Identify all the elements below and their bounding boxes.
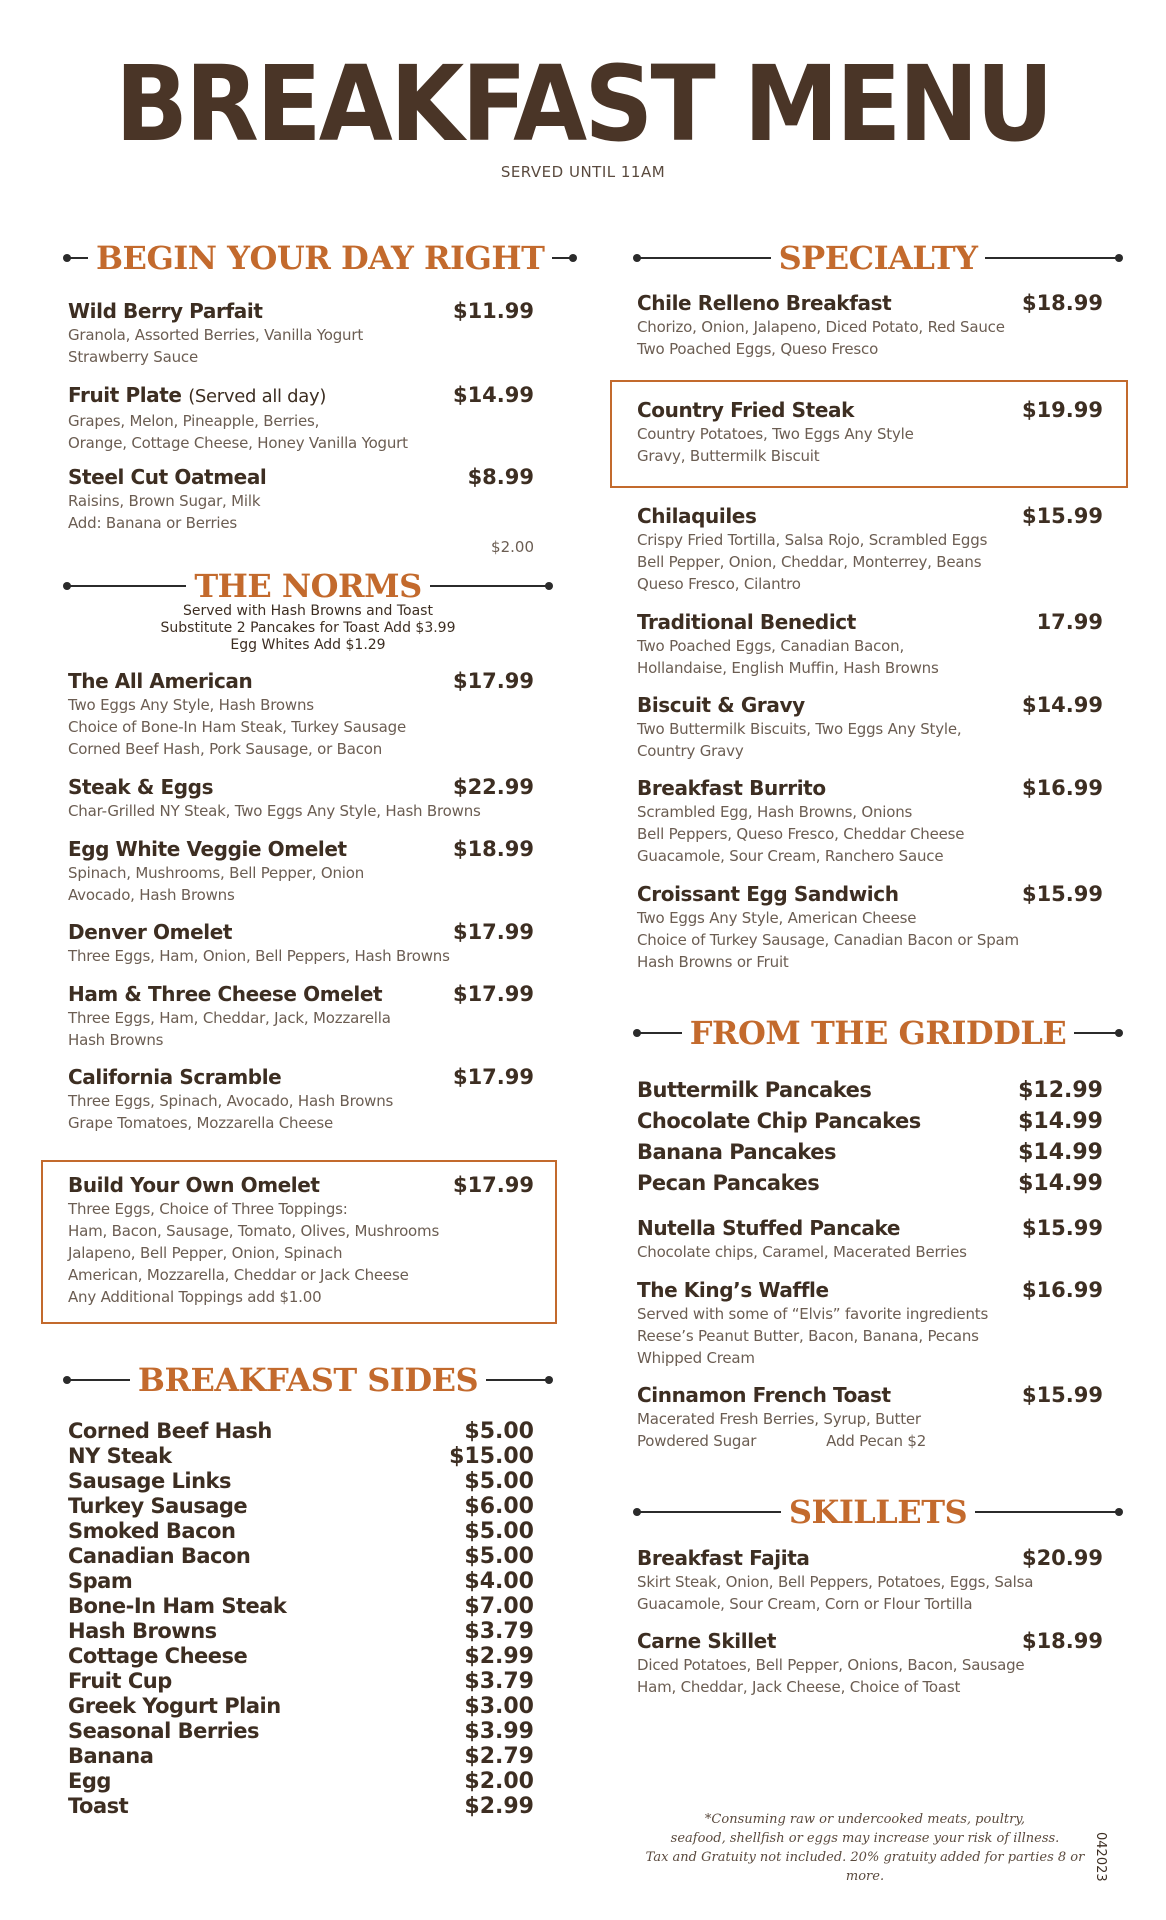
side-name: Cottage Cheese [68,1644,248,1668]
item-desc: Ham, Bacon, Sausage, Tomato, Olives, Mushrooms [68,1222,440,1240]
side-price: $5.00 [464,1419,534,1444]
side-price: $15.00 [449,1444,534,1469]
side-row [68,1594,534,1619]
pancake-name: Chocolate Chip Pancakes [637,1109,921,1133]
side-name: Corned Beef Hash [68,1419,272,1443]
item-price: $14.99 [1021,693,1103,717]
side-price: $6.00 [464,1494,534,1519]
side-name: Toast [68,1794,129,1818]
item-desc: Hash Browns [68,1031,164,1049]
side-row [68,1469,534,1494]
side-row [68,1569,534,1594]
item-desc: Grapes, Melon, Pineapple, Berries, [68,412,320,430]
side-row [68,1619,534,1644]
side-name: Hash Browns [68,1619,217,1643]
item-name: California Scramble [68,1065,282,1089]
item-desc: Choice of Bone-In Ham Steak, Turkey Sausage [68,718,406,736]
served-until-subtitle: SERVED UNTIL 11AM [500,163,666,181]
item-desc: Powdered Sugar [637,1432,757,1450]
side-name: Fruit Cup [68,1669,172,1693]
menu-item-build-your-own-omelet [68,1172,534,1308]
norms-note-line: Substitute 2 Pancakes for Toast Add $3.99 [160,620,456,636]
side-row [68,1744,534,1769]
side-price: $5.00 [464,1519,534,1544]
item-name: Chilaquiles [637,504,757,528]
item-desc: Skirt Steak, Onion, Bell Peppers, Potatoes, Eggs, Salsa [637,1573,1034,1591]
add-on-price: $2.00 [491,538,534,556]
item-price: $16.99 [1021,1278,1103,1302]
disclaimer-line: seafood, shellfish or eggs may increase your risk of illness. [670,1831,1060,1846]
item-price: $15.99 [1021,1216,1103,1240]
side-price: $7.00 [464,1594,534,1619]
item-price: $19.99 [1021,398,1103,422]
menu-item-chilaquiles [637,503,1103,595]
specialty-heading-text: SPECIALTY [778,239,978,277]
section-heading-skillets [636,1492,1120,1532]
side-row [68,1494,534,1519]
side-price: $5.00 [464,1544,534,1569]
section-heading-sides [66,1360,550,1400]
item-name: Build Your Own Omelet [68,1173,320,1197]
side-row [68,1669,534,1694]
norms-heading-text: THE NORMS [194,567,422,605]
menu-item-california-scramble [68,1064,534,1134]
item-price: $11.99 [452,299,534,323]
item-name: Nutella Stuffed Pancake [637,1216,901,1240]
section-heading-specialty [636,238,1120,278]
item-name: Breakfast Fajita [637,1546,810,1570]
item-desc: Scrambled Egg, Hash Browns, Onions [637,803,913,821]
item-name: Ham & Three Cheese Omelet [68,982,383,1006]
item-desc: Guacamole, Sour Cream, Corn or Flour Tortilla [637,1595,973,1613]
item-name: Croissant Egg Sandwich [637,882,899,906]
item-desc: Two Eggs Any Style, American Cheese [637,909,917,927]
item-name: Wild Berry Parfait [68,299,263,323]
side-row [68,1419,534,1444]
pancake-row [637,1109,1103,1140]
begin-heading-text: BEGIN YOUR DAY RIGHT [96,239,545,277]
item-desc: Chocolate chips, Caramel, Macerated Berries [637,1243,967,1261]
menu-item-chile-relleno [637,290,1103,360]
item-price: $15.99 [1021,504,1103,528]
griddle-heading-text: FROM THE GRIDDLE [689,1014,1067,1052]
pancake-price: $14.99 [1018,1109,1103,1134]
side-name: Greek Yogurt Plain [68,1694,281,1718]
menu-item-steel-cut-oatmeal [68,464,534,556]
menu-item-nutella-stuffed-pancake [637,1215,1103,1263]
item-price: $17.99 [452,1173,534,1197]
disclaimer-line: Tax and Gratuity not included. 20% gratuity added for parties 8 or more. [645,1850,1085,1884]
item-price: $8.99 [467,465,534,489]
menu-item-ham-three-cheese-omelet [68,981,534,1051]
item-name: The All American [68,669,253,693]
item-name: Steel Cut Oatmeal [68,465,267,489]
side-name: Egg [68,1769,111,1793]
item-note: (Served all day) [188,386,327,407]
item-desc: Spinach, Mushrooms, Bell Pepper, Onion [68,864,365,882]
menu-item-wild-berry-parfait [68,298,534,368]
side-name: Canadian Bacon [68,1544,251,1568]
menu-item-biscuit-gravy [637,692,1103,762]
section-heading-norms [66,566,550,606]
item-desc: Three Eggs, Choice of Three Toppings: [68,1200,348,1218]
item-desc: Strawberry Sauce [68,348,198,366]
side-price: $4.00 [464,1569,534,1594]
side-price: $5.00 [464,1469,534,1494]
menu-version-code: 042023 [1093,1832,1108,1882]
item-desc: Chorizo, Onion, Jalapeno, Diced Potato, Red Sauce [637,318,1005,336]
item-desc: American, Mozzarella, Cheddar or Jack Cheese [68,1266,409,1284]
menu-item-croissant-egg-sandwich [637,881,1103,973]
item-price: $17.99 [452,1065,534,1089]
sides-list [68,1419,534,1819]
item-desc: Macerated Fresh Berries, Syrup, Butter [637,1410,921,1428]
skillets-heading-text: SKILLETS [788,1493,968,1531]
item-price: $17.99 [452,920,534,944]
side-name: Banana [68,1744,154,1768]
item-desc: Whipped Cream [637,1349,755,1367]
item-desc: Two Eggs Any Style, Hash Browns [68,696,314,714]
side-price: $2.99 [464,1794,534,1819]
item-desc: Reese’s Peanut Butter, Bacon, Banana, Pecans [637,1327,979,1345]
menu-item-breakfast-fajita [637,1545,1103,1615]
disclaimer [630,1810,1100,1886]
side-name: NY Steak [68,1444,172,1468]
item-price: $15.99 [1021,1383,1103,1407]
pancake-list [637,1078,1103,1202]
menu-item-breakfast-burrito [637,775,1103,867]
item-desc: Two Poached Eggs, Queso Fresco [637,340,879,358]
item-desc: Two Poached Eggs, Canadian Bacon, [637,637,905,655]
item-price: $15.99 [1021,882,1103,906]
menu-title: BREAKFAST MENU [115,43,1051,165]
item-desc: Country Potatoes, Two Eggs Any Style [637,425,914,443]
item-price: $16.99 [1021,776,1103,800]
item-desc: Served with some of “Elvis” favorite ingredients [637,1305,989,1323]
disclaimer-line: *Consuming raw or undercooked meats, poultry, [704,1812,1026,1827]
item-name: The King’s Waffle [637,1278,829,1302]
side-row [68,1769,534,1794]
menu-item-carne-skillet [637,1628,1103,1698]
section-heading-griddle [636,1013,1120,1053]
item-name: Traditional Benedict [637,610,856,634]
item-price: $14.99 [452,383,534,407]
side-price: $3.99 [464,1719,534,1744]
item-desc: Three Eggs, Ham, Cheddar, Jack, Mozzarella [68,1009,391,1027]
item-desc: Jalapeno, Bell Pepper, Onion, Spinach [68,1244,343,1262]
side-row [68,1519,534,1544]
item-name: Fruit Plate [68,383,182,407]
sides-heading-text: BREAKFAST SIDES [137,1361,479,1399]
side-name: Smoked Bacon [68,1519,236,1543]
item-name: Biscuit & Gravy [637,693,805,717]
side-price: $2.00 [464,1769,534,1794]
item-desc: Two Buttermilk Biscuits, Two Eggs Any Style, [637,720,962,738]
item-price: 17.99 [1036,610,1103,634]
item-desc: Guacamole, Sour Cream, Ranchero Sauce [637,847,944,865]
menu-item-fruit-plate [68,382,534,454]
pancake-row [637,1140,1103,1171]
side-row [68,1694,534,1719]
item-desc: Corned Beef Hash, Pork Sausage, or Bacon [68,740,383,758]
item-desc: Orange, Cottage Cheese, Honey Vanilla Yogurt [68,434,408,452]
item-desc: Gravy, Buttermilk Biscuit [637,447,820,465]
item-desc: Bell Peppers, Queso Fresco, Cheddar Cheese [637,825,965,843]
side-row [68,1644,534,1669]
item-desc: Raisins, Brown Sugar, Milk [68,492,261,510]
menu-item-denver-omelet [68,919,534,967]
item-desc: Any Additional Toppings add $1.00 [68,1288,322,1306]
item-price: $17.99 [452,669,534,693]
item-name: Cinnamon French Toast [637,1383,891,1407]
item-desc: Avocado, Hash Browns [68,886,235,904]
side-price: $3.00 [464,1694,534,1719]
item-name: Breakfast Burrito [637,776,826,800]
item-name: Egg White Veggie Omelet [68,837,347,861]
side-name: Seasonal Berries [68,1719,259,1743]
side-name: Spam [68,1569,133,1593]
item-price: $17.99 [452,982,534,1006]
menu-item-egg-white-veggie-omelet [68,836,534,906]
side-row [68,1444,534,1469]
side-row [68,1794,534,1819]
pancake-name: Pecan Pancakes [637,1171,820,1195]
item-price: $18.99 [452,837,534,861]
item-desc: Granola, Assorted Berries, Vanilla Yogurt [68,326,364,344]
item-desc: Grape Tomatoes, Mozzarella Cheese [68,1114,334,1132]
item-name: Carne Skillet [637,1629,776,1653]
menu-item-traditional-benedict [637,609,1103,679]
item-price: $18.99 [1021,1629,1103,1653]
item-desc: Crispy Fried Tortilla, Salsa Rojo, Scrambled Eggs [637,531,988,549]
side-name: Bone-In Ham Steak [68,1594,287,1618]
side-price: $3.79 [464,1669,534,1694]
side-price: $2.99 [464,1644,534,1669]
item-price: $20.99 [1021,1546,1103,1570]
side-row [68,1544,534,1569]
side-name: Sausage Links [68,1469,231,1493]
add-pecan-note: Add Pecan $2 [826,1432,927,1450]
pancake-price: $14.99 [1018,1140,1103,1165]
item-name: Steak & Eggs [68,775,214,799]
item-desc: Country Gravy [637,742,744,760]
item-desc: Char-Grilled NY Steak, Two Eggs Any Style, Hash Browns [68,802,481,820]
item-desc: Bell Pepper, Onion, Cheddar, Monterrey, Beans [637,553,982,571]
menu-item-cinnamon-french-toast [637,1382,1103,1452]
item-name: Denver Omelet [68,920,233,944]
side-row [68,1719,534,1744]
item-price: $22.99 [452,775,534,799]
item-desc: Ham, Cheddar, Jack Cheese, Choice of Toast [637,1678,961,1696]
item-desc: Hash Browns or Fruit [637,953,789,971]
pancake-name: Banana Pancakes [637,1140,836,1164]
item-desc: Add: Banana or Berries [68,514,238,532]
pancake-name: Buttermilk Pancakes [637,1078,872,1102]
pancake-price: $14.99 [1018,1171,1103,1196]
item-name: Country Fried Steak [637,398,854,422]
item-desc: Choice of Turkey Sausage, Canadian Bacon or Spam [637,931,1019,949]
norms-notes [66,603,550,654]
section-heading-begin [66,238,550,278]
menu-item-kings-waffle [637,1277,1103,1369]
item-desc: Diced Potatoes, Bell Pepper, Onions, Bacon, Sausage [637,1656,1025,1674]
side-price: $3.79 [464,1619,534,1644]
pancake-price: $12.99 [1018,1078,1103,1103]
item-price: $18.99 [1021,291,1103,315]
item-desc: Hollandaise, English Muffin, Hash Browns [637,659,939,677]
item-name: Chile Relleno Breakfast [637,291,892,315]
menu-item-country-fried-steak [637,397,1103,467]
pancake-row [637,1171,1103,1202]
item-desc: Three Eggs, Ham, Onion, Bell Peppers, Hash Browns [68,947,450,965]
side-price: $2.79 [464,1744,534,1769]
item-desc: Queso Fresco, Cilantro [637,575,801,593]
norms-note-line: Served with Hash Browns and Toast [183,603,433,619]
menu-item-steak-eggs [68,774,534,822]
item-desc: Three Eggs, Spinach, Avocado, Hash Browns [68,1092,394,1110]
side-name: Turkey Sausage [68,1494,248,1518]
menu-item-all-american [68,668,534,760]
norms-note-line: Egg Whites Add $1.29 [230,637,386,653]
pancake-row [637,1078,1103,1109]
